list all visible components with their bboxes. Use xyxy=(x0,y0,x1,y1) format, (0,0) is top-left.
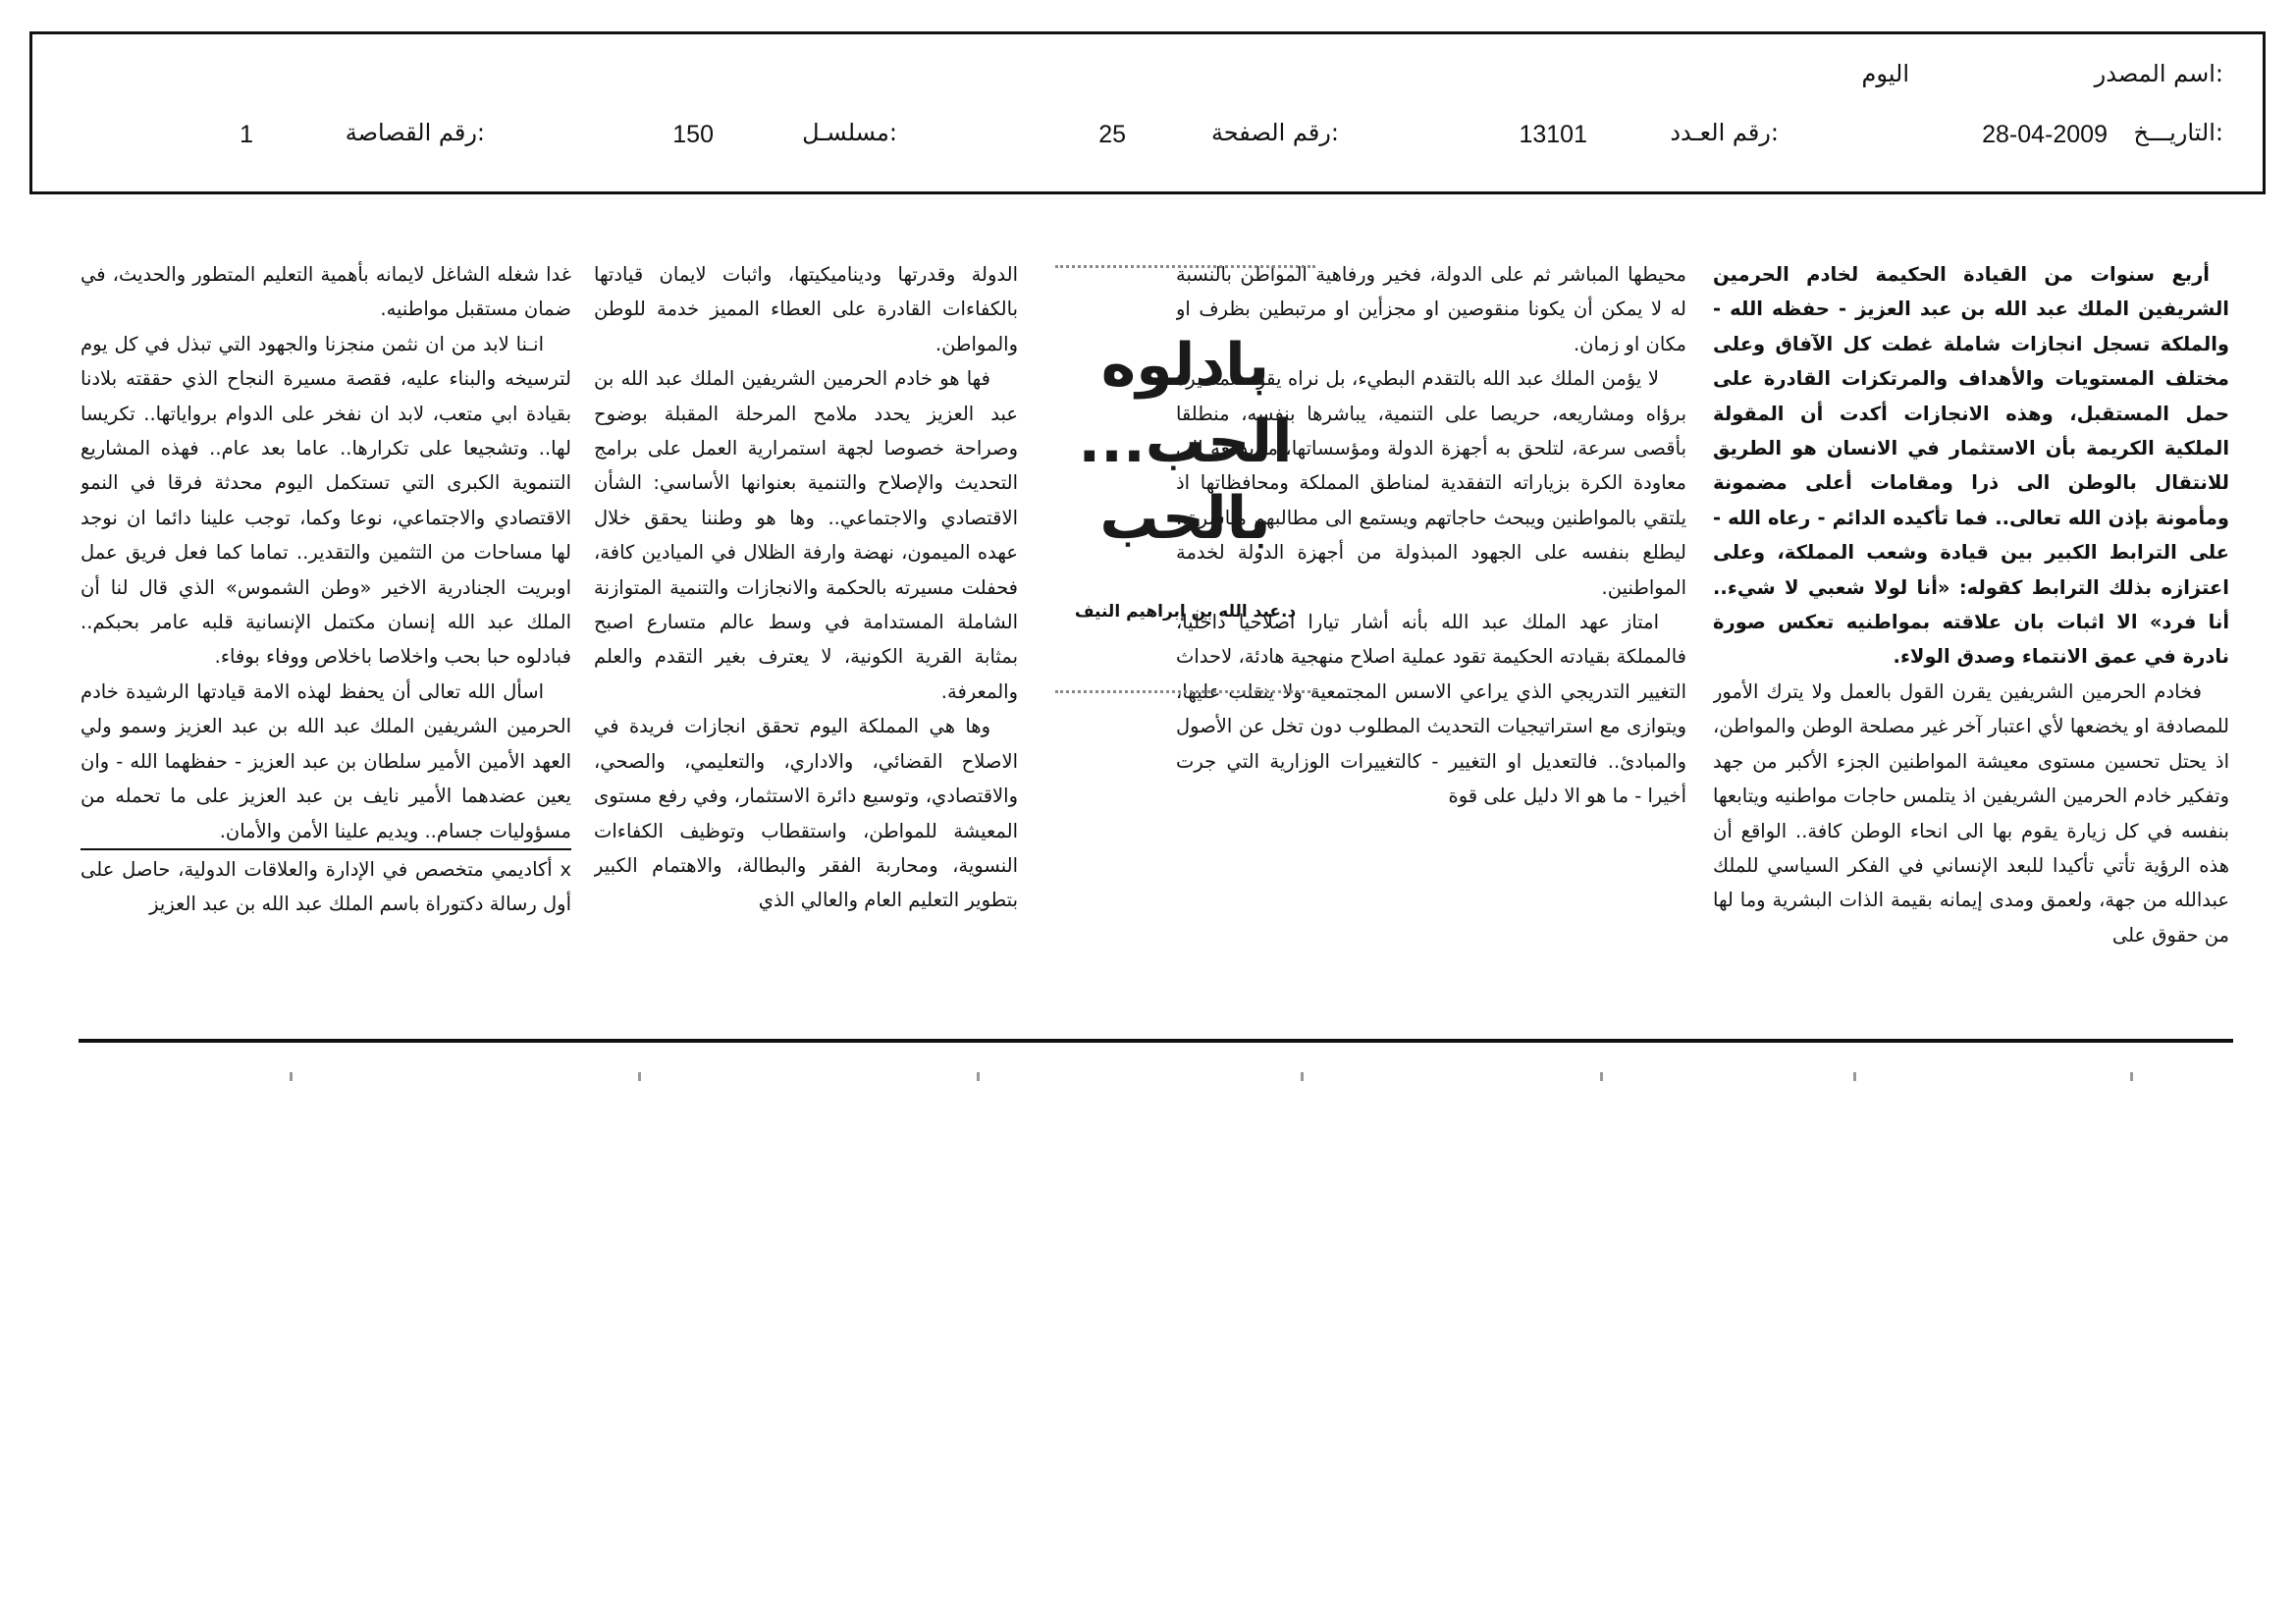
paragraph: وها هي المملكة اليوم تحقق انجازات فريدة في الاصلاح القضائي، والاداري، والتعليمي، والصحي، والاقتصادي، وتوسيع دائرة الاستثمار، وفي رفع مستوى المعيشة للمواطن، واستقطاب وتوظيف الكفاءات النسوية، ومحاربة الفقر والبطالة، والاهتمام الكبير بتطوير التعليم العام والعالي الذي xyxy=(594,715,1018,912)
source-value: اليوم xyxy=(1861,60,1909,87)
date-label: التاريـــخ: xyxy=(2133,119,2223,146)
paragraph: امتاز عهد الملك عبد الله بأنه أشار تيارا اصلاحيا داخليا، فالمملكة بقيادته الحكيمة تقود عملية اصلاح منهجية هادئة، لاحداث التغيير التدريجي الذي يراعي الاسس المجتمعية ولا ينقلب عليها، ويتوازى مع استراتيجيات التحديث المطلوب دون تخل عن الأصول والمبادئ.. فالتعديل او التغيير - كالتغييرات الوزارية التي جرت أخيرا - ما هو الا دليل على قوة xyxy=(1176,611,1686,808)
article-title-line-3: بالحب xyxy=(1099,484,1271,553)
author-byline: د.عبد الله بن إبراهيم النيف xyxy=(1074,602,1297,622)
serial-value: 150 xyxy=(672,121,714,148)
date-value: 28-04-2009 xyxy=(1982,121,2108,148)
scan-marks xyxy=(79,1072,2233,1092)
article-column-4 xyxy=(80,257,571,1003)
serial-label: مسلسـل: xyxy=(802,119,897,146)
scan-mark xyxy=(290,1072,293,1081)
clipping-label: رقم القصاصة: xyxy=(345,119,485,146)
clipping-value: 1 xyxy=(240,121,253,148)
issue-value: 13101 xyxy=(1519,121,1587,148)
paragraph: محيطها المباشر ثم على الدولة، فخير ورفاهية المواطن بالنسبة له لا يمكن أن يكونا منقوصين او مجزأين او مرتبطين بظرف او مكان او زمان. xyxy=(1176,263,1686,355)
scan-mark xyxy=(1853,1072,1856,1081)
article-title-box xyxy=(1055,265,1315,693)
paragraph: الدولة وقدرتها وديناميكيتها، واثبات لايمان قيادتها بالكفاءات القادرة على العطاء المميز خدمة للوطن والمواطن. xyxy=(594,263,1018,355)
scan-mark xyxy=(638,1072,641,1081)
article-title-line-2: الحب... xyxy=(1078,407,1293,476)
article-column-1 xyxy=(1713,257,2229,1003)
author-note: x أكاديمي متخصص في الإدارة والعلاقات الدولية، حاصل على أول رسالة دكتوراة باسم الملك عبد الله بن عبد العزيز xyxy=(80,848,571,922)
scan-mark xyxy=(2130,1072,2133,1081)
page-value: 25 xyxy=(1098,121,1126,148)
scan-mark xyxy=(977,1072,980,1081)
paragraph: أربع سنوات من القيادة الحكيمة لخادم الحرمين الشريفين الملك عبد الله بن عبد العزيز - حفظه الله - والملكة تسجل انجازات شاملة غطت كل الآفاق وعلى مختلف المستويات والأهداف والمرتكزات القادرة على حمل المستقبل، وهذه الانجازات أكدت أن المقولة الملكية الكريمة بأن الاستثمار في الانسان هو الطريق للانتقال بالوطن الى ذرا ومقامات أعلى مضمونة ومأمونة بإذن الله تعالى.. فما تأكيده الدائم - رعاه الله - على الترابط الكبير بين قيادة وشعب المملكة، وعلى اعتزازه بذلك الترابط كقوله: «أنا لولا شعبي لا شيء.. أنا فرد» الا اثبات بان علاقته بمواطنيه تعكس صورة نادرة في عمق الانتماء وصدق الولاء. xyxy=(1713,263,2229,669)
paragraph: فخادم الحرمين الشريفين يقرن القول بالعمل ولا يترك الأمور للمصادفة او يخضعها لأي اعتبار آخر غير مصلحة الوطن والمواطن، اذ يحتل تحسين مستوى معيشة المواطنين الجزء الأكبر من جهد وتفكير خادم الحرمين الشريفين اذ يتلمس حاجات مواطنيه ويتابعها بنفسه في كل زيارة يقوم بها الى انحاء الوطن كافة.. الواقع أن هذه الرؤية تأتي تأكيدا للبعد الإنساني في الفكر السياسي للملك عبدالله من جهة، ولعمق ومدى إيمانه بقيمة الذات البشرية وما لها من حقوق على xyxy=(1713,679,2229,947)
article-title-line-1: بادلوه xyxy=(1100,331,1270,400)
paragraph: انـنا لابد من ان نثمن منجزنا والجهود التي تبذل في كل يوم لترسيخه والبناء عليه، فقصة مسيرة النجاح الذي حققته بلادنا بقيادة ابي متعب، لابد ان نفخر على الدوام برواياتها.. تكريسا لها.. وتشجيعا على تكرارها.. عاما بعد عام.. فهذه المشاريع التنموية الكبرى التي تستكمل اليوم محدثة فرقا في النمو الاقتصادي والاجتماعي، نوعا وكما، توجب علينا دائما ان نوجد لها مساحات من التثمين والتقدير.. تماما كما فعل فريق عمل اوبريت الجنادرية الاخير «وطن الشموس» الذي قال لنا أن الملك عبد الله إنسان مكتمل الإنسانية قلبه عامر بحبكم.. فبادلوه حبا بحب واخلاصا باخلاص ووفاء بوفاء. xyxy=(80,332,571,669)
paragraph: لا يؤمن الملك عبد الله بالتقدم البطيء، بل نراه يقود المسيرة برؤاه ومشاريعه، حريصا على التنمية، يباشرها بنفسه، منطلقا بأقصى سرعة، لتلحق به أجهزة الدولة ومؤسساتها، ما يدفعه إلى معاودة الكرة بزياراته التفقدية لمناطق المملكة ومحافظاتها اذ يلتقي بالمواطنين ويبحث حاجاتهم ويستمع الى مطالبهم مباشرة.. ليطلع بنفسه على الجهود المبذولة من أجهزة الدولة لخدمة المواطنين. xyxy=(1176,367,1686,599)
article-column-3 xyxy=(594,257,1018,1003)
source-label: اسم المصدر: xyxy=(2094,60,2223,87)
paragraph: غدا شغله الشاغل لايمانه بأهمية التعليم المتطور والحديث، في ضمان مستقبل مواطنيه. xyxy=(80,263,571,321)
paragraph: اسأل الله تعالى أن يحفظ لهذه الامة قيادتها الرشيدة خادم الحرمين الشريفين الملك عبد الله بن عبد العزيز وسمو ولي العهد الأمين الأمير سلطان بن عبد العزيز - حفظهما الله - وان يعين عضدهما الأمير نايف بن عبد العزيز على ما تحمله من مسؤوليات جسام.. ويديم علينا الأمن والأمان. xyxy=(80,679,571,842)
issue-label: رقم العـدد: xyxy=(1670,119,1779,146)
paragraph: فها هو خادم الحرمين الشريفين الملك عبد الله بن عبد العزيز يحدد ملامح المرحلة المقبلة بوضوح وصراحة خصوصا لجهة استمرارية العمل على برامج التحديث والإصلاح والتنمية بعنوانها الأساسي: الشأن الاقتصادي والاجتماعي.. وها هو وطننا يحقق خلال عهده الميمون، نهضة وارفة الظلال في الميادين كافة، فحفلت مسيرته بالحكمة والانجازات والتنمية المتوازنة الشاملة المستدامة في وسط عالم متسارع اصبح بمثابة القرية الكونية، لا يعترف بغير التقدم والعلم والمعرفة. xyxy=(594,367,1018,703)
scan-mark xyxy=(1600,1072,1603,1081)
bottom-divider xyxy=(79,1039,2233,1043)
page-label: رقم الصفحة: xyxy=(1210,119,1339,146)
clipping-header xyxy=(29,31,2266,194)
scan-mark xyxy=(1301,1072,1304,1081)
